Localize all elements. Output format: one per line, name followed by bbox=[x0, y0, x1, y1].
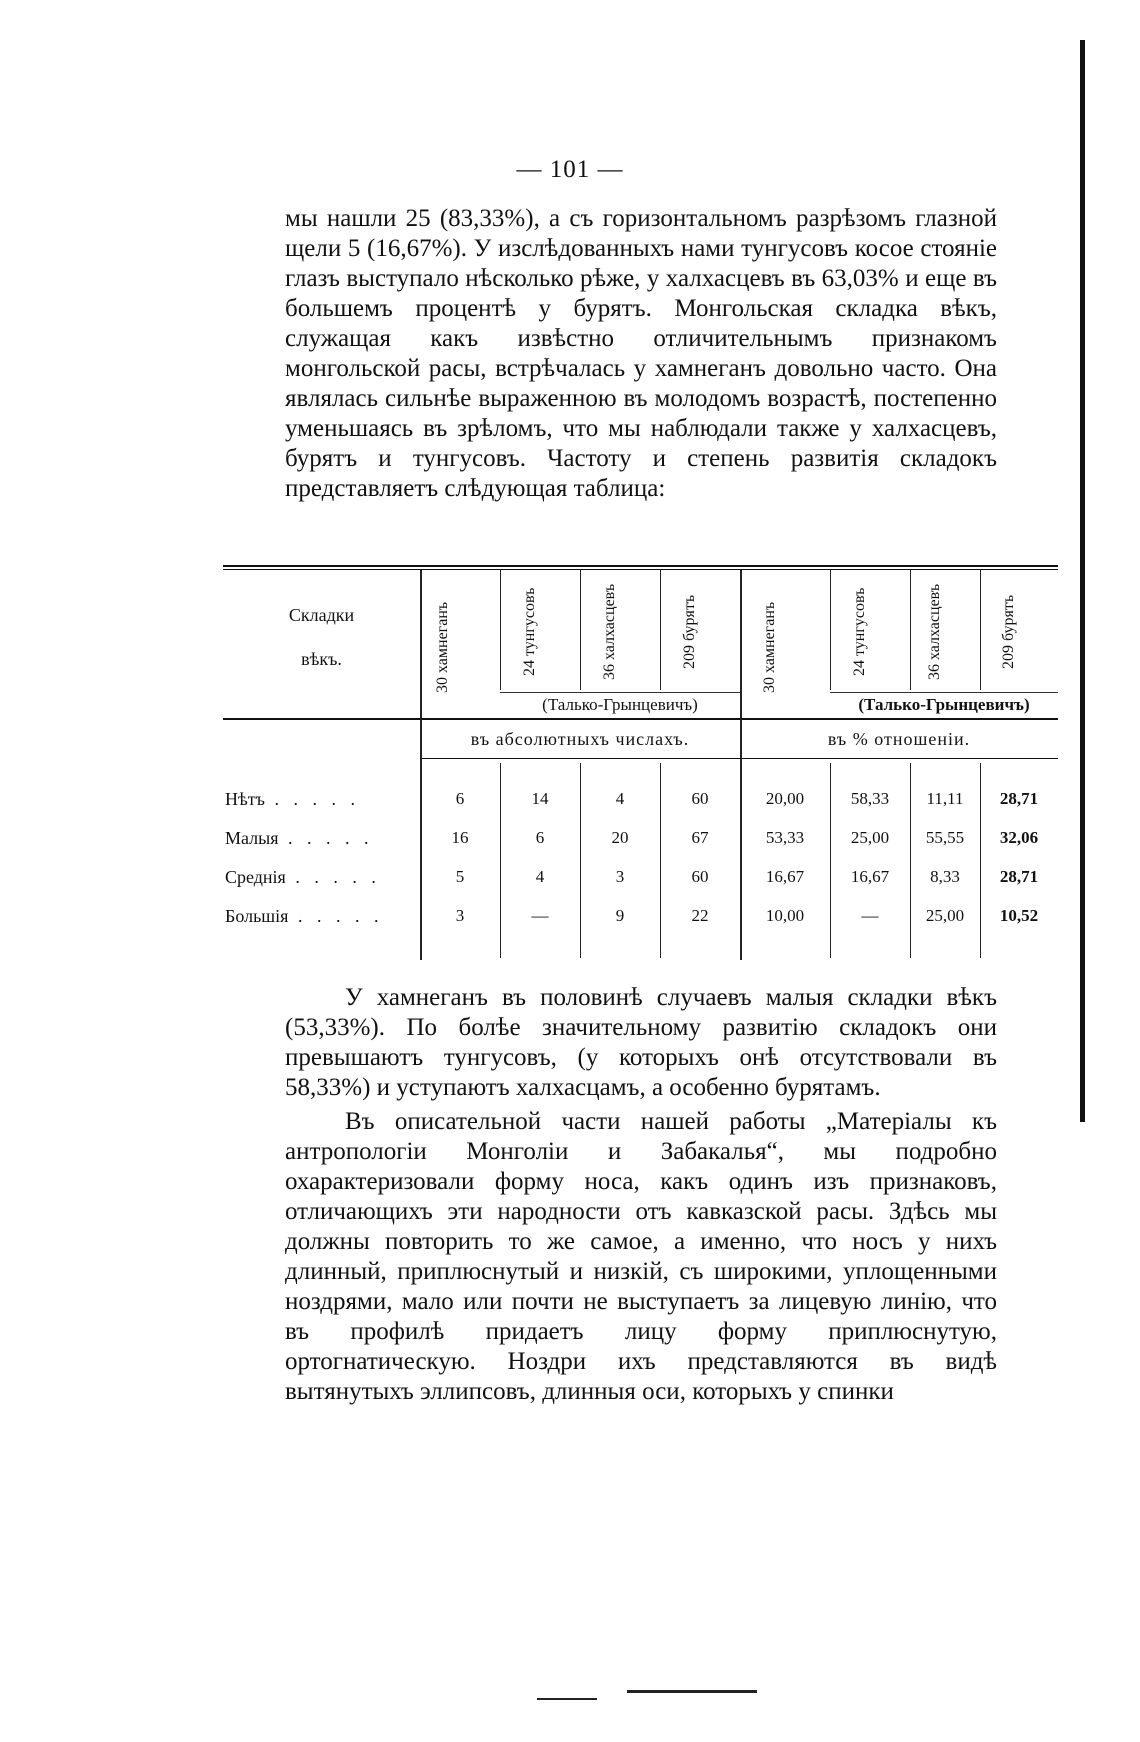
table-group-rule bbox=[420, 758, 1058, 759]
source-rule-left bbox=[500, 692, 740, 693]
table-cell: 3 bbox=[455, 906, 465, 925]
table-cell: 8,33 bbox=[930, 867, 960, 886]
corner-label-2: вѣкъ. bbox=[301, 649, 342, 669]
table-top-rule-2 bbox=[223, 569, 1058, 570]
row-label-text: Малыя bbox=[225, 828, 279, 848]
col-header: 24 тунгусовъ bbox=[851, 587, 868, 677]
table-cell: 25,00 bbox=[850, 828, 890, 847]
table-cell: 58,33 bbox=[850, 789, 890, 808]
table-cell: 14 bbox=[531, 789, 549, 808]
corner-label-1: Складки bbox=[288, 605, 355, 625]
row-label-text: Большія bbox=[225, 906, 289, 926]
table-vline bbox=[420, 570, 422, 960]
table-header-rule bbox=[223, 718, 1058, 720]
scan-mark-left bbox=[537, 1698, 597, 1700]
table-vline bbox=[500, 570, 501, 690]
table-cell: 11,11 bbox=[926, 789, 964, 808]
table-cell: 28,71 bbox=[999, 789, 1039, 808]
table-vline bbox=[580, 570, 581, 690]
leader-dots: . . . . . bbox=[285, 867, 381, 887]
page-number: — 101 — bbox=[516, 156, 624, 183]
table-row-label bbox=[225, 789, 360, 810]
leader-dots: . . . . . bbox=[288, 906, 384, 926]
table-cell: 16 bbox=[451, 828, 469, 847]
leader-dots: . . . . . bbox=[278, 828, 374, 848]
col-header: 209 бурятъ bbox=[1000, 594, 1017, 670]
table-row-label bbox=[225, 828, 374, 849]
paragraph-bottom-block bbox=[285, 983, 997, 1407]
row-label-text: Среднія bbox=[225, 867, 286, 887]
table-cell: 5 bbox=[455, 867, 465, 886]
table-cell: 55,55 bbox=[925, 828, 965, 847]
group-label-absolute: въ абсолютныхъ числахъ. bbox=[470, 729, 690, 749]
table-cell: 32,06 bbox=[999, 828, 1039, 847]
paragraph-bottom-text: Въ описательной части нашей работы „Матеріалы къ антропологіи Монголіи и Забакалья“, мы подробно охарактеризовали форму носа, какъ одинъ изъ признаковъ, отличающихъ эти народности отъ кавказской расы. Здѣсь мы должны повторить то же самое, а именно, что носъ у нихъ длинный, приплюснутый и низкій, съ широкими, уплощенными ноздрями, мало или почти не выступаетъ за лицевую линію, что въ профилѣ придаетъ лицу форму приплюснутую, ортогнатическую. Ноздри ихъ представляются въ видѣ вытянутыхъ эллипсовъ, длинныя оси, которыхъ у спинки bbox=[285, 1108, 997, 1405]
paragraph-mid-text: У хамнеганъ въ половинѣ случаевъ малыя складки вѣкъ (53,33%). По болѣе значительному развитію складокъ они превышаютъ тунгусовъ, (у которыхъ онѣ отсутствовали въ 58,33%) и уступаютъ халхасцамъ, а особенно бурятамъ. bbox=[285, 984, 997, 1101]
table-row-label bbox=[225, 867, 381, 888]
paragraph-top bbox=[285, 204, 997, 504]
table-cell: 16,67 bbox=[765, 867, 805, 886]
col-header: 36 халхасцевъ bbox=[601, 583, 618, 681]
table-cell: 10,00 bbox=[765, 906, 805, 925]
table-vline bbox=[830, 570, 831, 690]
table-cell: 22 bbox=[691, 906, 709, 925]
table-vline bbox=[910, 570, 911, 690]
table-vline bbox=[740, 570, 742, 960]
table-cell: 6 bbox=[535, 828, 545, 847]
table-cell: 67 bbox=[691, 828, 709, 847]
table-row-label bbox=[225, 906, 383, 927]
table-cell: 10,52 bbox=[999, 906, 1039, 925]
table-cell: 4 bbox=[615, 789, 625, 808]
row-label-text: Нѣтъ bbox=[225, 789, 265, 809]
group-label-percent: въ % отношеніи. bbox=[827, 729, 971, 749]
table-cell: 25,00 bbox=[925, 906, 965, 925]
scan-mark-right bbox=[627, 1690, 757, 1693]
table-top-rule bbox=[223, 565, 1058, 567]
table-cell: — bbox=[531, 906, 549, 925]
table-cell: 20,00 bbox=[765, 789, 805, 808]
scan-edge-bar bbox=[1080, 40, 1085, 1122]
col-header: 30 хамнеганъ bbox=[434, 601, 451, 693]
table-cell: 4 bbox=[535, 867, 545, 886]
table-cell: 28,71 bbox=[999, 867, 1039, 886]
col-header: 24 тунгусовъ bbox=[521, 587, 538, 677]
source-label-left: (Талько-Грынцевичъ) bbox=[542, 695, 698, 714]
table-vline bbox=[980, 570, 981, 690]
table-cell: 20 bbox=[611, 828, 629, 847]
col-header: 30 хамнеганъ bbox=[761, 601, 778, 693]
source-rule-right bbox=[830, 692, 1058, 693]
table-cell: 6 bbox=[455, 789, 465, 808]
table-cell: 60 bbox=[691, 867, 709, 886]
leader-dots: . . . . . bbox=[264, 789, 360, 809]
col-header: 36 халхасцевъ bbox=[926, 583, 943, 681]
eyelid-fold-table bbox=[223, 565, 1058, 960]
table-cell: 16,67 bbox=[850, 867, 890, 886]
table-cell: 3 bbox=[615, 867, 625, 886]
paragraph-top-text: мы нашли 25 (83,33%), а съ горизонтальномъ разрѣзомъ глазной щели 5 (16,67%). У изслѣдованныхъ нами тунгусовъ косое стояніе глазъ выступало нѣсколько рѣже, у халхасцевъ въ 63,03% и еще въ большемъ процентѣ у бурятъ. Монгольская складка вѣкъ, служащая какъ извѣстно отличительнымъ признакомъ монгольской расы, встрѣчалась у хамнеганъ довольно часто. Она являлась сильнѣе выраженною въ молодомъ возрастѣ, постепенно уменьшаясь въ зрѣломъ, что мы наблюдали также у халхасцевъ, бурятъ и тунгусовъ. Частоту и степень развитія складокъ представляетъ слѣдующая таблица: bbox=[285, 205, 997, 502]
table-vline bbox=[660, 570, 661, 690]
table-cell: 53,33 bbox=[765, 828, 805, 847]
table-cell: 9 bbox=[615, 906, 625, 925]
table-cell: 60 bbox=[691, 789, 709, 808]
source-label-right: (Талько-Грынцевичъ) bbox=[858, 695, 1030, 714]
col-header: 209 бурятъ bbox=[681, 594, 698, 670]
table-cell: — bbox=[861, 906, 879, 925]
